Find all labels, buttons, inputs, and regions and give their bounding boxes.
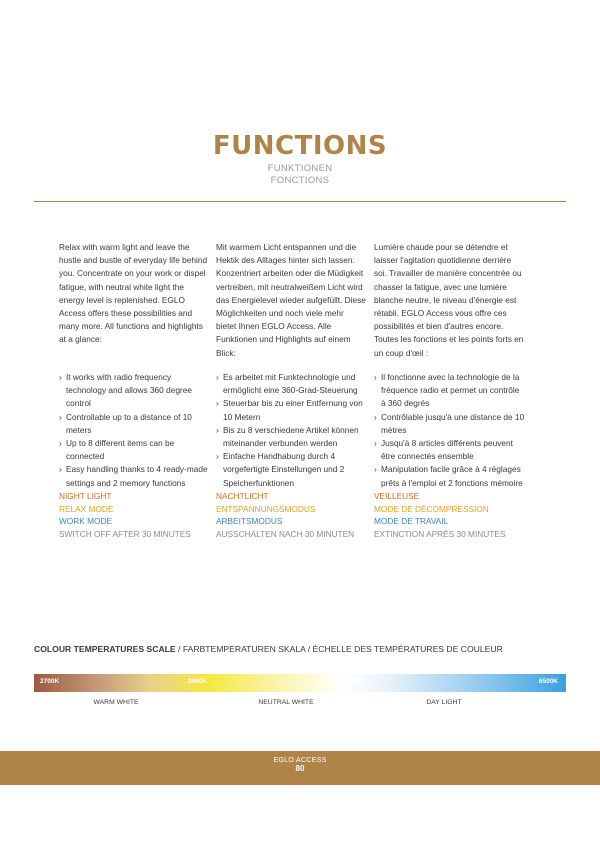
mode-list xyxy=(216,490,366,541)
mode-work: MODE DE TRAVAIL xyxy=(374,516,449,527)
intro-text: Relax with warm light and leave the hustle and bustle of everyday life behind you. Concentrate on your work or dispel fatigue, with neutral white light the energy level is replenished. EGLO Access offers these possibilities and many more. All functions and highlights at a glance: xyxy=(59,242,208,345)
mode-work: ARBEITSMODUS xyxy=(216,516,283,527)
column-german xyxy=(216,241,366,541)
mode-night-light: VEILLEUSE xyxy=(374,490,420,501)
page-footer xyxy=(0,751,600,785)
column-english xyxy=(59,241,209,541)
bullet-item: › Up to 8 different items can be connected xyxy=(59,437,209,463)
bullet-item: › Einfache Handhabung durch 4 vorgefertigte Einstellungen und 2 Speicherfunktionen xyxy=(216,450,366,490)
bullet-item: › Es arbeitet mit Funktechnologie und ermöglicht eine 360-Grad-Steuerung xyxy=(216,371,366,397)
intro-text: Lumière chaude pour se détendre et laisser l'agitation quotidienne derrière soi. Travailler de manière concentrée ou chasser la fatigue, avec une lumière blanche neutre, le niveau d'énergie est rétabli. EGLO Access vous offre ces possibilités et bien d'autres encore. Toutes les fonctions et les points forts en un coup d'œil : xyxy=(374,242,524,358)
title-divider xyxy=(34,201,566,202)
bullet-item: › Il fonctionne avec la technologie de la fréquence radio et permet un contrôle à 360 degrés xyxy=(374,371,526,411)
subtitle-french: FONCTIONS xyxy=(270,175,330,186)
bullet-item: › Steuerbar bis zu einer Entfernung von 10 Metern xyxy=(216,397,366,423)
mode-relax: RELAX MODE xyxy=(59,503,114,514)
label-warm-white: WARM WHITE xyxy=(93,699,139,706)
tick-label: 3000K xyxy=(188,678,208,685)
tick-label: 4500K xyxy=(346,678,366,685)
mode-list xyxy=(374,490,526,541)
bullet-item: › Controllable up to a distance of 10 meters xyxy=(59,411,209,437)
label-day-light: DAY LIGHT xyxy=(426,699,462,706)
subtitle-german: FUNKTIONEN xyxy=(267,163,333,174)
tick-label: 2700K xyxy=(40,678,60,685)
scale-heading xyxy=(34,644,503,654)
column-french xyxy=(374,241,526,541)
bullet-item: › Contrôlable jusqu'à une distance de 10 mètres xyxy=(374,411,526,437)
label-neutral-white: NEUTRAL WHITE xyxy=(258,699,314,706)
mode-work: WORK MODE xyxy=(59,516,113,527)
mode-switch-off: AUSSCHALTEN NACH 30 MINUTEN xyxy=(216,529,355,540)
bullet-item: › Easy handling thanks to 4 ready-made settings and 2 memory functions xyxy=(59,463,209,489)
footer-brand: EGLO ACCESS xyxy=(273,757,327,764)
mode-switch-off: SWITCH OFF AFTER 30 MINUTES xyxy=(59,529,191,540)
intro-text: Mit warmem Licht entspannen und die Hektik des Alltages hinter sich lassen. Konzentriert arbeiten oder die Müdigkeit vertreiben, mit neutralweißem Licht wird das Energielevel wieder aufgefüllt. Diese Möglichkeiten und noch viele mehr bietet Ihnen EGLO Access. Alle Funktionen und Highlights auf einem Blick: xyxy=(216,242,366,358)
tick-label: 6500K xyxy=(538,678,558,685)
mode-relax: ENTSPANNUNGSMODUS xyxy=(216,503,316,514)
bullet-item: › It works with radio frequency technology and allows 360 degree control xyxy=(59,371,209,411)
bullet-item: › Manipulation facile grâce à 4 réglages prêts à l'emploi et 2 fonctions mémoire xyxy=(374,463,526,489)
scale-heading-bold: COLOUR TEMPERATURES SCALE xyxy=(34,644,176,654)
mode-night-light: NIGHT LIGHT xyxy=(59,490,112,501)
page-title: FUNCTIONS xyxy=(212,131,388,161)
mode-list xyxy=(59,490,209,541)
mode-switch-off: EXTINCTION APRÈS 30 MINUTES xyxy=(374,529,506,540)
mode-night-light: NACHTLICHT xyxy=(216,490,269,501)
scale-heading-rest: / FARBTEMPERATUREN SKALA / ÉCHELLE DES TEMPÉRATURES DE COULEUR xyxy=(178,644,503,654)
page-number: 80 xyxy=(295,764,305,773)
colour-temperature-bar xyxy=(34,674,566,692)
bullet-item: › Jusqu'à 8 articles différents peuvent être connectés ensemble xyxy=(374,437,526,463)
mode-relax: MODE DE DÉCOMPRESSION xyxy=(374,503,489,514)
bullet-item: › Bis zu 8 verschiedene Artikel können miteinander verbunden werden xyxy=(216,424,366,450)
